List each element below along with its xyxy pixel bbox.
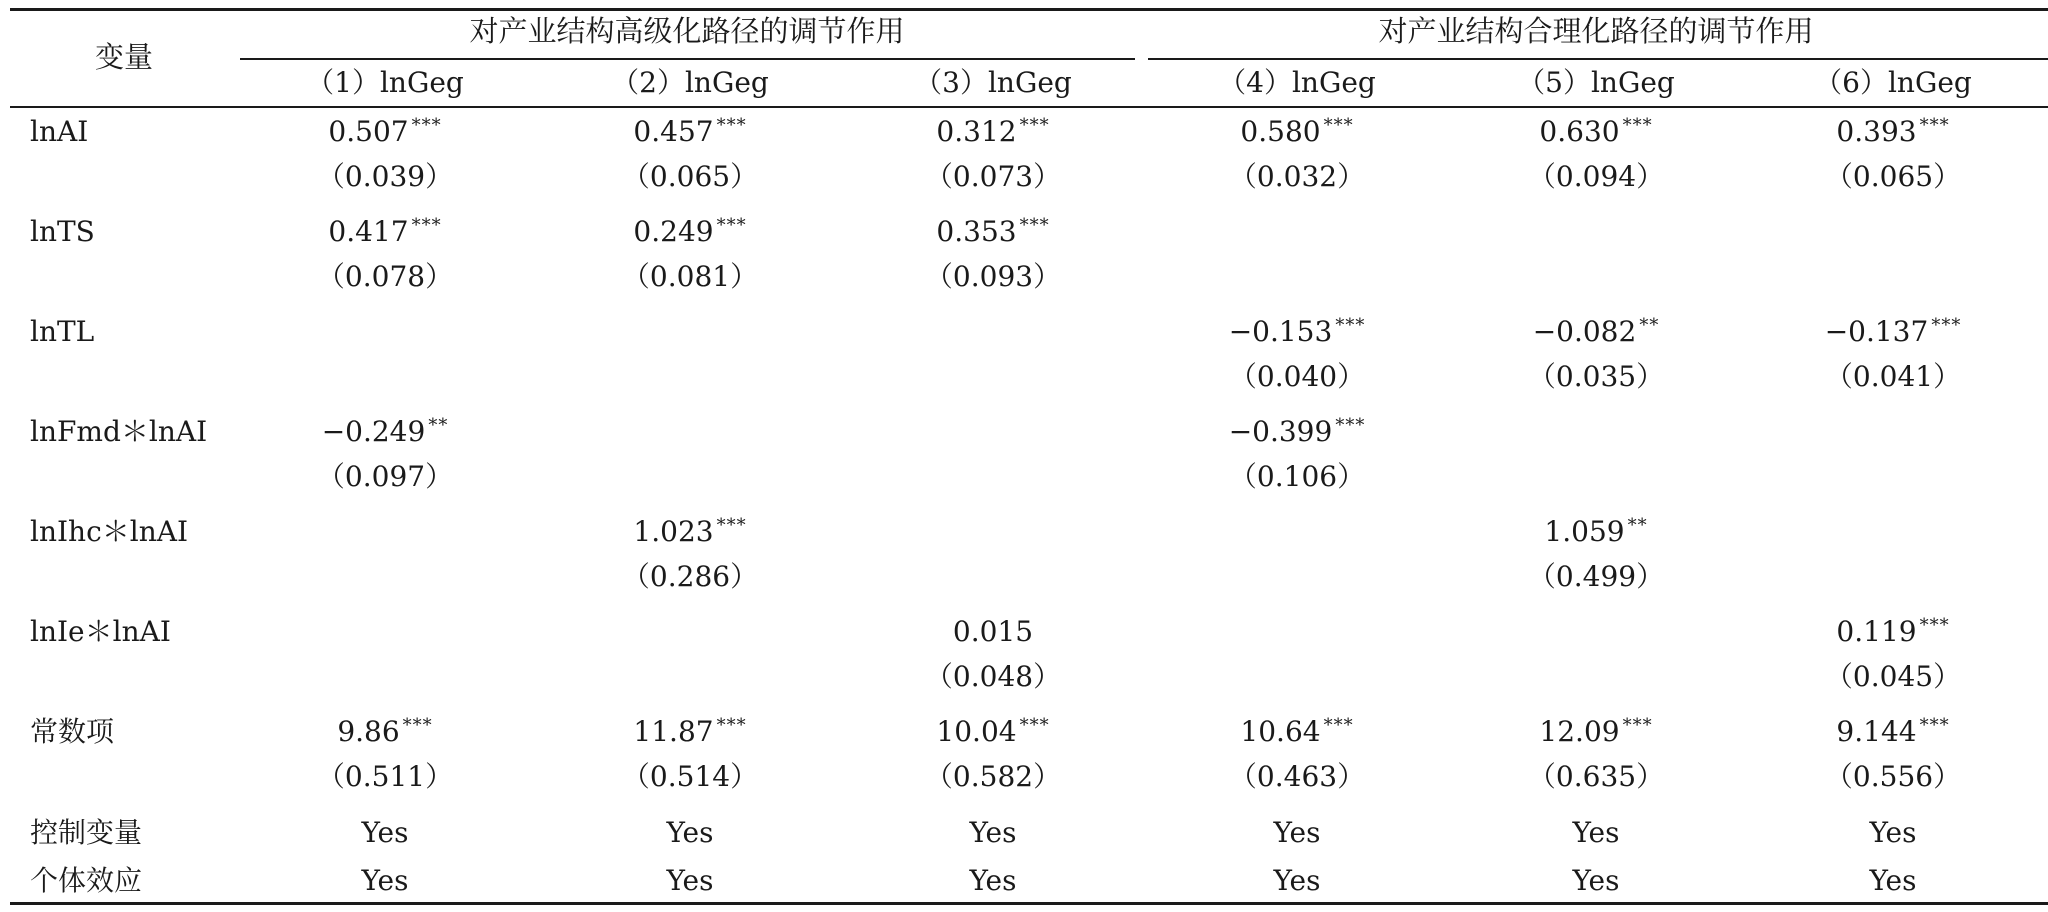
- std-error-cell: （0.499）: [1527, 560, 1665, 593]
- significance-stars: ***: [1323, 715, 1354, 736]
- coef-cell: [633, 515, 746, 553]
- coef-cell: [936, 715, 1049, 753]
- column-header-6: （6）lnGeg: [1814, 66, 1972, 99]
- coef-value: 10.64: [1240, 715, 1321, 748]
- std-error-cell: （0.463）: [1228, 760, 1366, 793]
- coef-value: −0.399: [1228, 415, 1333, 448]
- std-error-cell: （0.065）: [621, 160, 759, 193]
- significance-stars: ***: [1019, 215, 1050, 236]
- std-error-cell: （0.073）: [924, 160, 1062, 193]
- controls-value: Yes: [1273, 816, 1321, 849]
- coef-cell: [1240, 115, 1353, 153]
- individual-effects-value: Yes: [1273, 864, 1321, 897]
- individual-effects-value: Yes: [361, 864, 409, 897]
- std-error-cell: （0.635）: [1527, 760, 1665, 793]
- top-rule: [10, 8, 2048, 11]
- coef-cell: [953, 615, 1033, 649]
- controls-value: Yes: [1572, 816, 1620, 849]
- coef-value: 1.023: [633, 515, 714, 548]
- std-error-cell: （0.039）: [316, 160, 454, 193]
- column-header-1: （1）lnGeg: [306, 66, 464, 99]
- significance-stars: ***: [1019, 715, 1050, 736]
- coef-cell: [1539, 715, 1652, 753]
- std-error-cell: （0.032）: [1228, 160, 1366, 193]
- individual-effects-value: Yes: [969, 864, 1017, 897]
- coef-value: 0.353: [936, 215, 1017, 248]
- significance-stars: ***: [1622, 715, 1653, 736]
- significance-stars: ***: [1919, 615, 1950, 636]
- significance-stars: ***: [1931, 315, 1962, 336]
- group2-header: 对产业结构合理化路径的调节作用: [1378, 14, 1814, 48]
- significance-stars: ***: [1335, 315, 1366, 336]
- coef-value: −0.137: [1824, 315, 1929, 348]
- individual-effects-value: Yes: [1869, 864, 1917, 897]
- coef-cell: [322, 415, 449, 453]
- coef-cell: [1836, 615, 1949, 653]
- significance-stars: ***: [411, 115, 442, 136]
- coef-cell: [936, 115, 1049, 153]
- coef-value: 0.417: [328, 215, 409, 248]
- row-label-2: lnTS: [30, 215, 95, 248]
- std-error-cell: （0.097）: [316, 460, 454, 493]
- std-error-cell: （0.048）: [924, 660, 1062, 693]
- coef-cell: [1836, 115, 1949, 153]
- significance-stars: ***: [716, 515, 747, 536]
- significance-stars: **: [1627, 515, 1648, 536]
- coef-cell: [633, 215, 746, 253]
- coef-cell: [1544, 515, 1647, 553]
- coef-cell: [936, 215, 1049, 253]
- std-error-cell: （0.045）: [1824, 660, 1962, 693]
- column-header-5: （5）lnGeg: [1517, 66, 1675, 99]
- significance-stars: ***: [1323, 115, 1354, 136]
- column-header-2: （2）lnGeg: [611, 66, 769, 99]
- significance-stars: **: [428, 415, 449, 436]
- group1-rule: [240, 58, 1135, 60]
- std-error-cell: （0.078）: [316, 260, 454, 293]
- coef-value: 12.09: [1539, 715, 1620, 748]
- std-error-cell: （0.094）: [1527, 160, 1665, 193]
- row-label-7: 常数项: [30, 715, 115, 748]
- controls-value: Yes: [969, 816, 1017, 849]
- row-label-4: lnFmd＊lnAI: [30, 415, 208, 448]
- significance-stars: ***: [716, 215, 747, 236]
- significance-stars: ***: [716, 115, 747, 136]
- std-error-cell: （0.035）: [1527, 360, 1665, 393]
- controls-label: 控制变量: [30, 816, 143, 849]
- coef-cell: [1229, 315, 1366, 353]
- coef-value: 0.119: [1836, 615, 1917, 648]
- coef-value: −0.082: [1532, 315, 1637, 348]
- coef-cell: [1539, 115, 1652, 153]
- coef-value: 10.04: [936, 715, 1017, 748]
- std-error-cell: （0.040）: [1228, 360, 1366, 393]
- group1-header: 对产业结构高级化路径的调节作用: [469, 14, 905, 48]
- significance-stars: ***: [1919, 115, 1950, 136]
- coef-cell: [1825, 315, 1962, 353]
- bottom-rule: [10, 902, 2048, 905]
- coef-cell: [328, 215, 441, 253]
- std-error-cell: （0.514）: [621, 760, 759, 793]
- coef-value: 0.580: [1240, 115, 1321, 148]
- coef-value: 0.393: [1836, 115, 1917, 148]
- header-rule: [10, 106, 2048, 108]
- column-header-3: （3）lnGeg: [914, 66, 1072, 99]
- std-error-cell: （0.081）: [621, 260, 759, 293]
- group2-rule: [1148, 58, 2048, 60]
- individual-effects-value: Yes: [666, 864, 714, 897]
- std-error-cell: （0.093）: [924, 260, 1062, 293]
- std-error-cell: （0.065）: [1824, 160, 1962, 193]
- significance-stars: **: [1639, 315, 1660, 336]
- coef-value: 0.249: [633, 215, 714, 248]
- coef-value: 9.86: [337, 715, 400, 748]
- significance-stars: ***: [411, 215, 442, 236]
- significance-stars: ***: [1919, 715, 1950, 736]
- std-error-cell: （0.582）: [924, 760, 1062, 793]
- coef-value: −0.153: [1228, 315, 1333, 348]
- coef-cell: [1836, 715, 1949, 753]
- row-label-3: lnTL: [30, 315, 95, 348]
- coef-value: 0.312: [936, 115, 1017, 148]
- significance-stars: ***: [402, 715, 433, 736]
- coef-cell: [1240, 715, 1353, 753]
- coef-value: 11.87: [633, 715, 714, 748]
- significance-stars: ***: [1622, 115, 1653, 136]
- coef-cell: [633, 715, 746, 753]
- coef-cell: [328, 115, 441, 153]
- controls-value: Yes: [666, 816, 714, 849]
- coef-value: 0.015: [952, 615, 1034, 648]
- std-error-cell: （0.041）: [1824, 360, 1962, 393]
- coef-cell: [633, 115, 746, 153]
- row-label-1: lnAI: [30, 115, 89, 148]
- coef-value: 0.507: [328, 115, 409, 148]
- std-error-cell: （0.556）: [1824, 760, 1962, 793]
- coef-value: 0.630: [1539, 115, 1620, 148]
- controls-value: Yes: [361, 816, 409, 849]
- column-header-4: （4）lnGeg: [1218, 66, 1376, 99]
- row-label-5: lnIhc＊lnAI: [30, 515, 189, 548]
- coef-cell: [1229, 415, 1366, 453]
- row-label-6: lnIe＊lnAI: [30, 615, 171, 648]
- coef-cell: [1533, 315, 1660, 353]
- individual-effects-value: Yes: [1572, 864, 1620, 897]
- significance-stars: ***: [1335, 415, 1366, 436]
- coef-value: −0.249: [321, 415, 426, 448]
- coef-value: 9.144: [1836, 715, 1917, 748]
- significance-stars: ***: [1019, 115, 1050, 136]
- std-error-cell: （0.286）: [621, 560, 759, 593]
- coef-value: 1.059: [1544, 515, 1625, 548]
- significance-stars: ***: [716, 715, 747, 736]
- std-error-cell: （0.511）: [316, 760, 454, 793]
- coef-cell: [337, 715, 432, 753]
- std-error-cell: （0.106）: [1228, 460, 1366, 493]
- controls-value: Yes: [1869, 816, 1917, 849]
- variable-header: 变量: [94, 40, 154, 74]
- individual-effects-label: 个体效应: [30, 864, 143, 897]
- coef-value: 0.457: [633, 115, 714, 148]
